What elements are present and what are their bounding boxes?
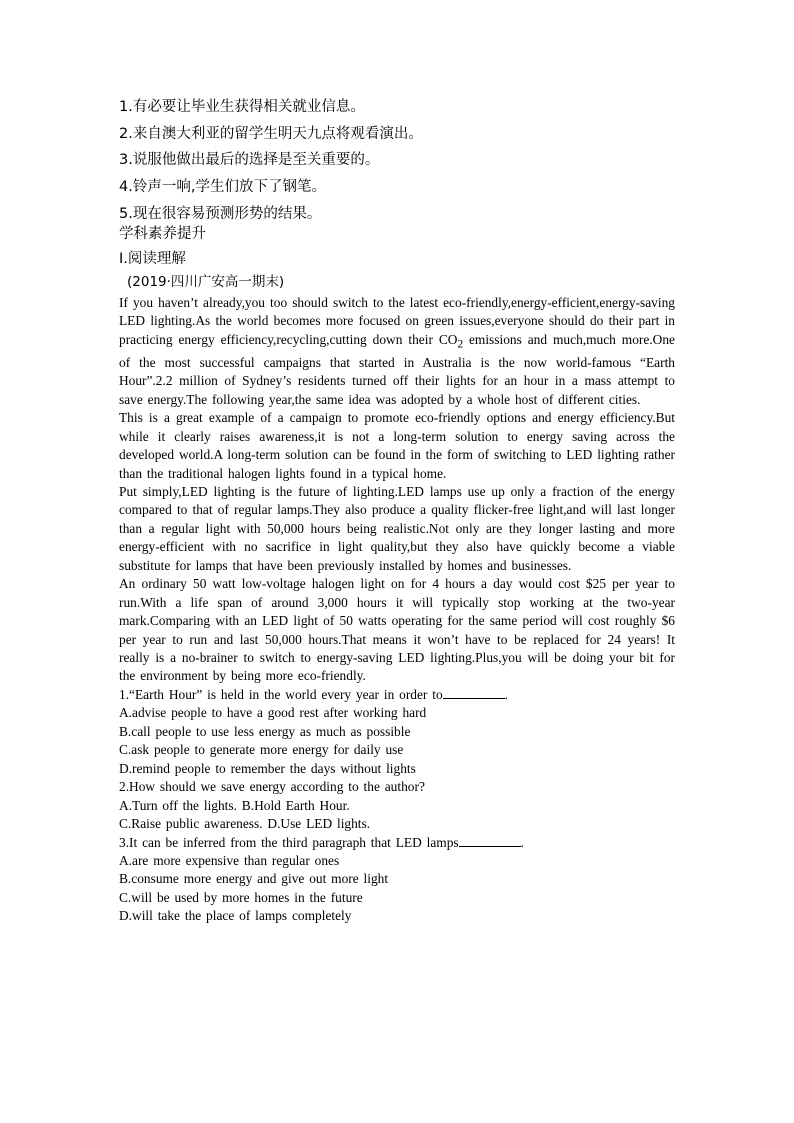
stem-end: . [520,834,524,850]
question-stem: 2.How should we save energy according to the author? [119,779,425,795]
question-1 [119,686,675,778]
section-title: 学科素养提升 [119,225,206,242]
passage-paragraph-1 [119,294,675,409]
stem-text: 3.It can be inferred from the third paragraph that LED lamps [119,834,459,850]
question-2 [119,778,675,833]
translation-item-4: 4.铃声一响,学生们放下了钢笔。 [119,179,326,196]
question-3 [119,834,675,926]
translation-item-3: 3.说服他做出最后的选择是至关重要的。 [119,152,380,169]
option-c: C.will be used by more homes in the future [119,889,363,905]
answer-blank [443,686,505,699]
question-stem [119,686,675,704]
option-d: D.will take the place of lamps completely [119,908,352,924]
question-stem [119,834,675,852]
option-c: C.ask people to generate more energy for daily use [119,742,404,758]
source-note: (2019·四川广安高一期末) [127,273,285,290]
option-b: B.call people to use less energy as much as possible [119,723,411,739]
option-a: A.are more expensive than regular ones [119,853,340,869]
option-d: D.remind people to remember the days without lights [119,760,416,776]
stem-end: . [504,686,508,702]
option-b: B.consume more energy and give out more light [119,871,389,887]
translation-item-2: 2.来自澳大利亚的留学生明天九点将观看演出。 [119,125,423,142]
option-a: A.advise people to have a good rest after working hard [119,705,427,721]
options-row-1: A.Turn off the lights. B.Hold Earth Hour. [119,797,350,813]
translation-item-5: 5.现在很容易预测形势的结果。 [119,205,322,222]
answer-blank [459,834,521,847]
passage-paragraph-4: An ordinary 50 watt low-voltage halogen light on for 4 hours a day would cost $25 per year to run.With a life span of around 3,000 hours it will typically stop working at the two-year mark.Comparing with an LED light of 50 watts operating for the same period will cost roughly $6 per year to run and last 50,000 hours.That means it won’t have to be replaced for 24 years! It really is a no-brainer to switch to energy-saving LED lighting.Plus,you will be doing your bit for the environment by being more eco-friendly. [119,576,675,684]
translation-list [119,98,675,223]
passage-text: emissions and much,much more.One of the most successful campaigns that started in Australia is the now world-famous “Earth Hour”.2.2 million of Sydney’s residents turned off their lights for an hour in a mass attempt to save energy.The following year,the same idea was adopted by a whole host of different cities. [119,331,675,407]
subsection-title: Ⅰ.阅读理解 [119,250,186,267]
subscript: 2 [457,338,464,351]
passage-paragraph-2: This is a great example of a campaign to promote eco-friendly options and energy efficiency.But while it clearly raises awareness,it is not a long-term solution to energy saving across the developed world.A long-term solution can be found in the form of switching to LED lighting rather than the traditional halogen lights found in a typical home. [119,410,675,481]
stem-text: 1.“Earth Hour” is held in the world every year in order to [119,686,443,702]
passage-text: If you haven’t already,you too should switch to the latest eco-friendly,energy-efficient,energy-saving LED lighting.As the world becomes more focused on green issues,everyone should do their part in practicing energy efficiency,recycling,cutting down their CO [119,294,675,347]
document-page [119,98,675,926]
passage-paragraph-3: Put simply,LED lighting is the future of lighting.LED lamps use up only a fraction of the energy compared to that of regular lamps.They also produce a quality flicker-free light,and will last longer than a regular light with 50,000 hours being realistic.Not only are they longer lasting and more energy-efficient with no sacrifice in light quality,but they also have quickly become a viable substitute for lamps that have been previously installed by homes and businesses. [119,483,675,573]
options-row-2: C.Raise public awareness. D.Use LED lights. [119,816,371,832]
translation-item-1: 1.有必要让毕业生获得相关就业信息。 [119,99,365,115]
reading-passage [119,294,675,686]
